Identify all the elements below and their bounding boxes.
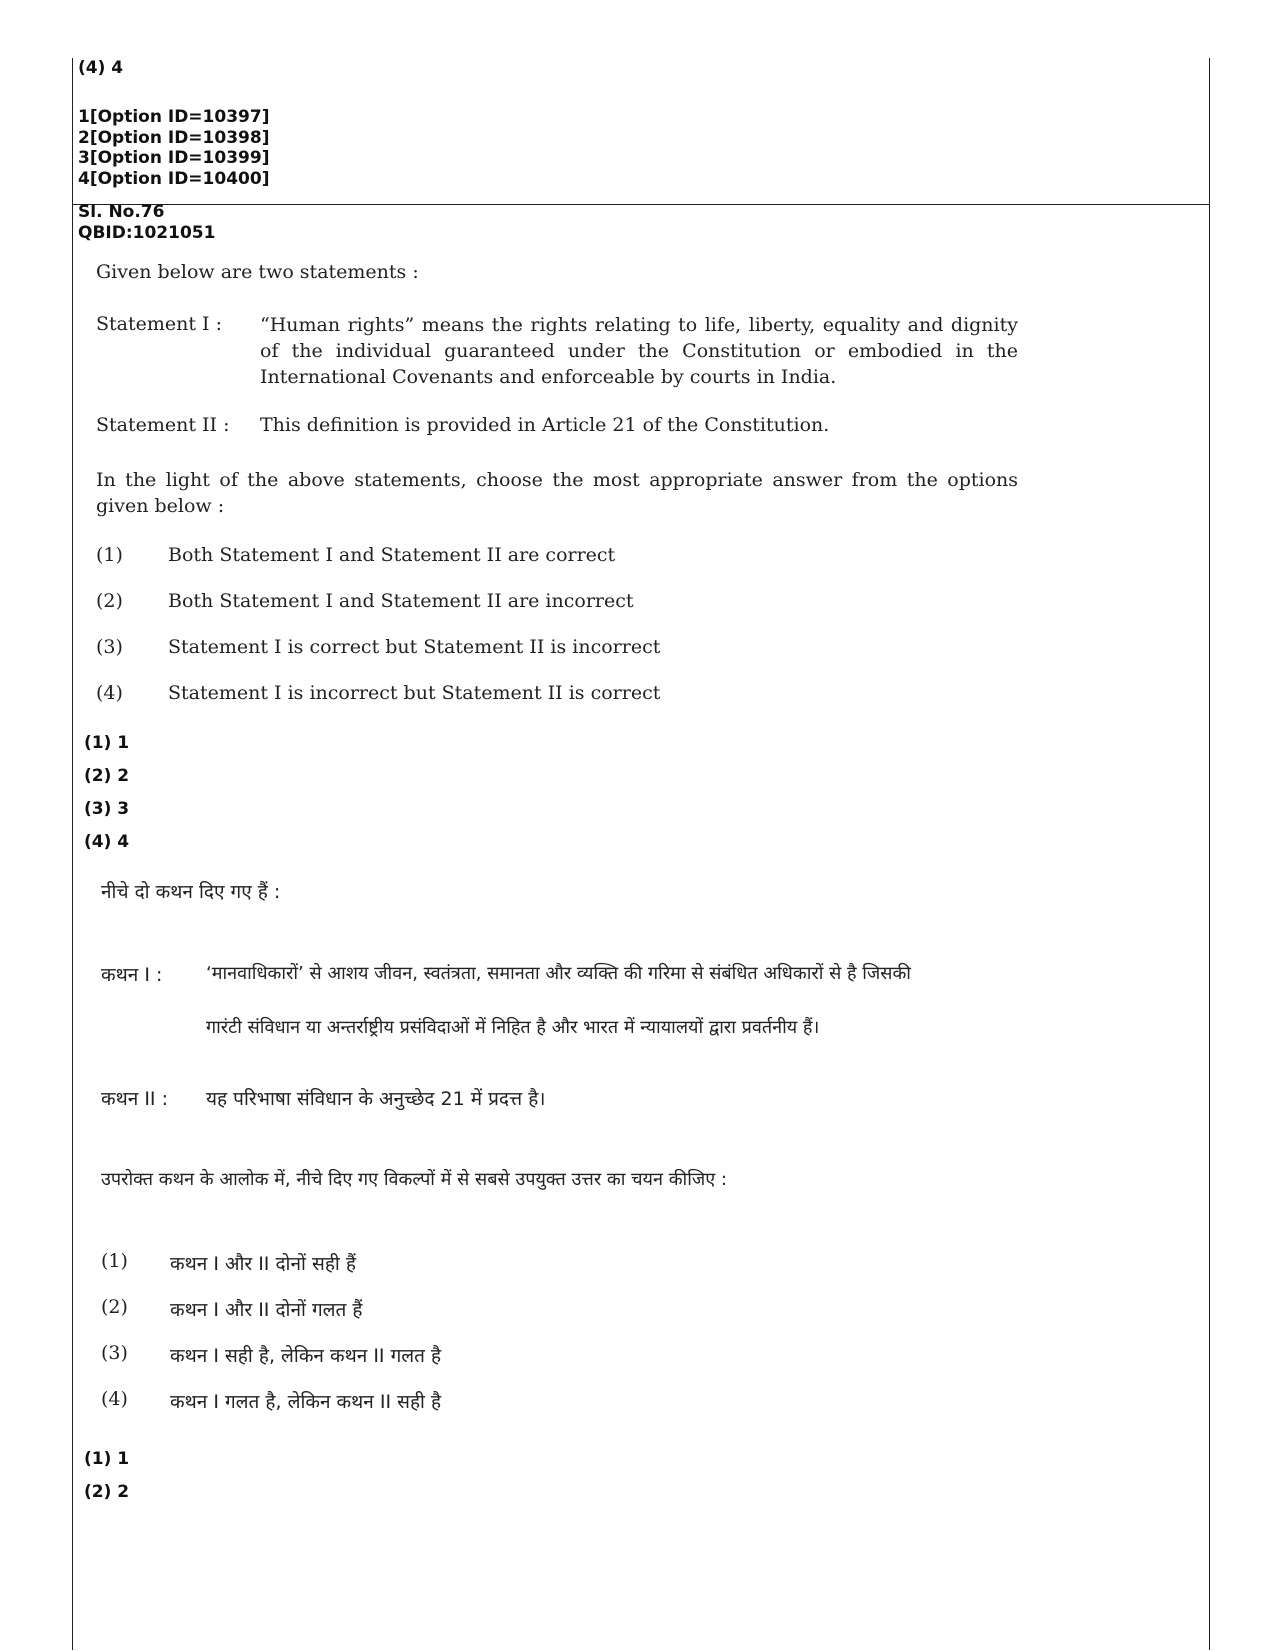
hindi-prompt: उपरोक्त कथन के आलोक में, नीचे दिए गए विकल्पों में से सबसे उपयुक्त उत्तर का चयन कीजिए :	[101, 1169, 727, 1190]
hindi-statement-1-line2: गारंटी संविधान या अन्तर्राष्ट्रीय प्रसंविदाओं में निहित है और भारत में न्यायालयों द्वारा प्रवर्तनीय हैं।	[206, 1017, 820, 1038]
english-prompt: In the light of the above statements, choose the most appropriate answer from the options given below :	[96, 469, 1018, 517]
answer-choice-b1: (1) 1	[84, 1449, 130, 1469]
statement-2-label: Statement II :	[96, 414, 230, 436]
hindi-intro: नीचे दो कथन दिए गए हैं :	[101, 881, 281, 903]
hi-option-text-3: कथन I सही है, लेकिन कथन II गलत है	[170, 1345, 442, 1367]
hi-option-num-1: (1)	[101, 1250, 128, 1272]
option-id-4: 4[Option ID=10400]	[78, 169, 270, 189]
answer-choice-1: (1) 1	[84, 733, 130, 753]
hi-option-num-4: (4)	[101, 1388, 128, 1410]
en-option-num-4: (4)	[96, 682, 123, 704]
statement-1-text: “Human rights” means the rights relating to life, liberty, equality and dignity of the individual guaranteed under the Constitution or embodied in the International Covenants and enforceable by courts in India.	[260, 314, 1018, 388]
serial-number: Sl. No.76	[78, 202, 165, 222]
statement-2-text: This definition is provided in Article 21 of the Constitution.	[260, 414, 830, 436]
hi-option-num-3: (3)	[101, 1342, 128, 1364]
en-option-text-3: Statement I is correct but Statement II is incorrect	[168, 636, 661, 658]
qbid: QBID:1021051	[78, 223, 216, 243]
hi-option-text-1: कथन I और II दोनों सही हैं	[170, 1253, 356, 1275]
en-option-num-2: (2)	[96, 590, 123, 612]
en-option-num-3: (3)	[96, 636, 123, 658]
en-option-text-2: Both Statement I and Statement II are incorrect	[168, 590, 634, 612]
answer-choice-2: (2) 2	[84, 766, 130, 786]
hi-option-text-4: कथन I गलत है, लेकिन कथन II सही है	[170, 1391, 442, 1413]
en-option-num-1: (1)	[96, 544, 123, 566]
option-id-2: 2[Option ID=10398]	[78, 128, 270, 148]
prev-option-4: (4) 4	[78, 58, 124, 78]
answer-choice-3: (3) 3	[84, 799, 130, 819]
english-intro: Given below are two statements :	[96, 261, 419, 283]
question-separator	[72, 204, 1210, 205]
option-id-1: 1[Option ID=10397]	[78, 107, 270, 127]
answer-choice-b2: (2) 2	[84, 1482, 130, 1502]
hindi-statement-1-label: कथन I :	[101, 964, 163, 986]
hi-option-num-2: (2)	[101, 1296, 128, 1318]
en-option-text-1: Both Statement I and Statement II are correct	[168, 544, 616, 566]
hindi-statement-2-text: यह परिभाषा संविधान के अनुच्छेद 21 में प्रदत्त है।	[206, 1088, 546, 1110]
statement-1-label: Statement I :	[96, 313, 222, 335]
answer-choice-4: (4) 4	[84, 832, 130, 852]
option-id-3: 3[Option ID=10399]	[78, 148, 270, 168]
en-option-text-4: Statement I is incorrect but Statement II is correct	[168, 682, 661, 704]
hi-option-text-2: कथन I और II दोनों गलत हैं	[170, 1299, 363, 1321]
hindi-statement-2-label: कथन II :	[101, 1088, 168, 1110]
hindi-statement-1-line1: ‘मानवाधिकारों’ से आशय जीवन, स्वतंत्रता, समानता और व्यक्ति की गरिमा से संबंधित अधिकारों से है जिसकी	[206, 963, 911, 984]
